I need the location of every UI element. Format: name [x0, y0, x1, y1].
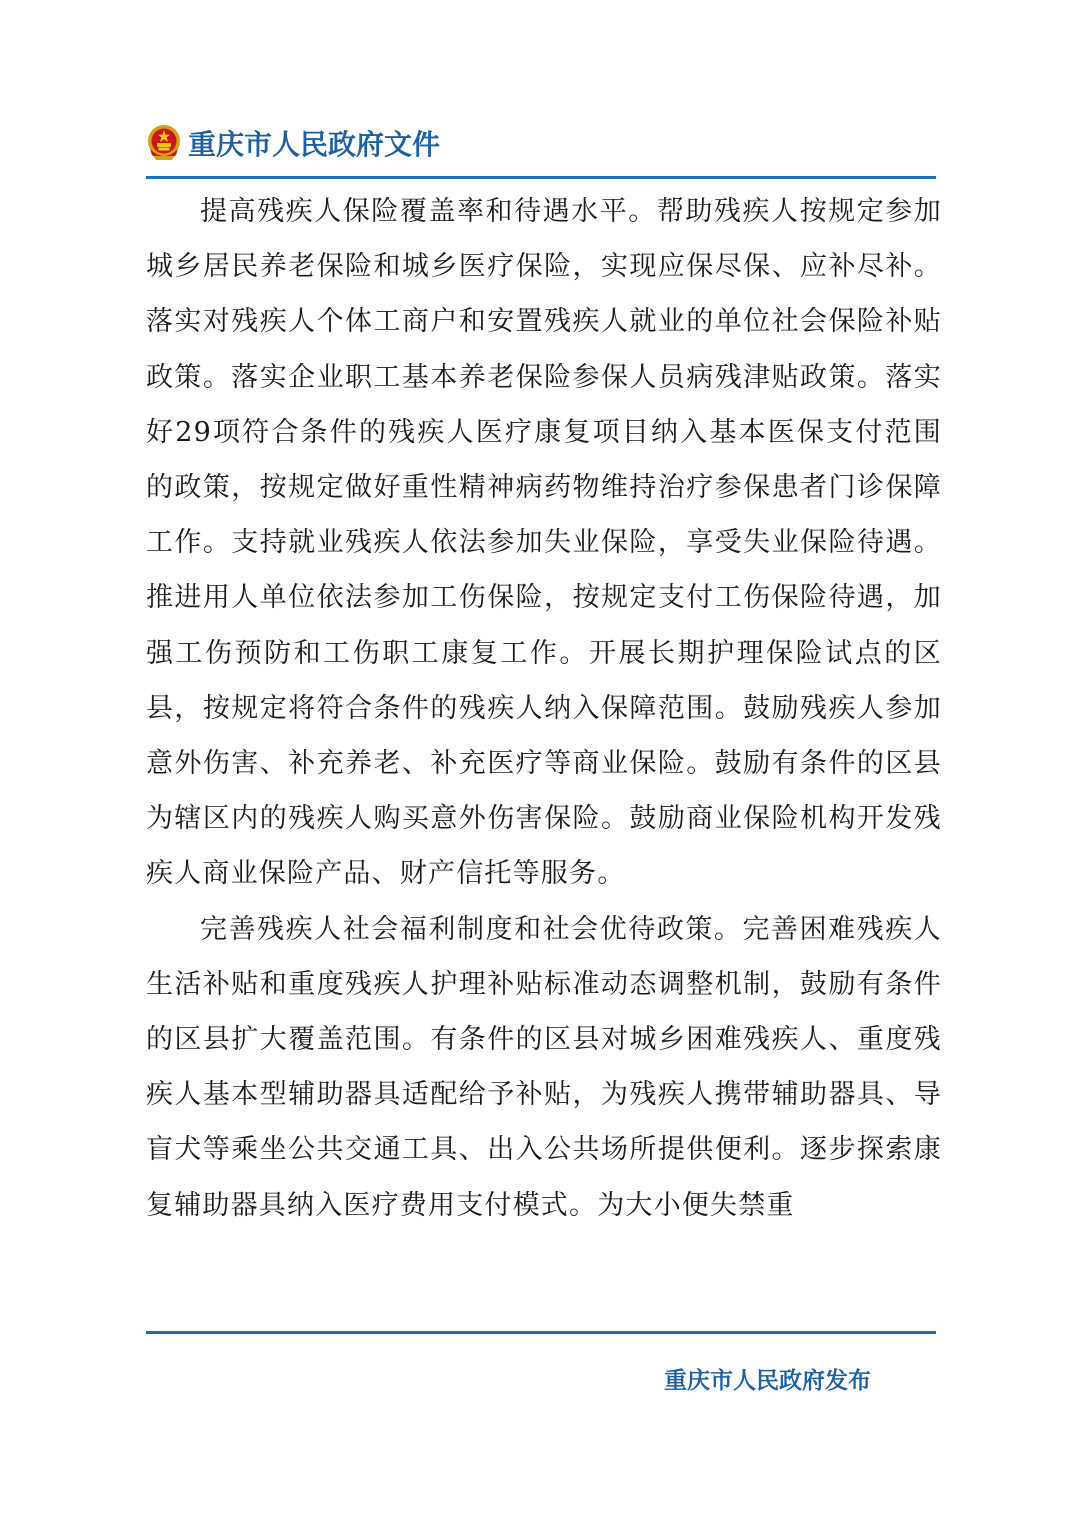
header-title: 重庆市人民政府文件 [188, 128, 441, 161]
paragraph-welfare: 完善残疾人社会福利制度和社会优待政策。完善困难残疾人生活补贴和重度残疾人护理补贴标准动态调整机制，鼓励有条件的区县扩大覆盖范围。有条件的区县对城乡困难残疾人、重度残疾人基本型辅助器具适配给予补贴，为残疾人携带辅助器具、导盲犬等乘坐公共交通工具、出入公共场所提供便利。逐步探索康复辅助器具纳入医疗费用支付模式。为大小便失禁重 [146, 913, 942, 1221]
header-divider [146, 176, 936, 179]
paragraph-insurance: 提高残疾人保险覆盖率和待遇水平。帮助残疾人按规定参加城乡居民养老保险和城乡医疗保险，实现应保尽保、应补尽补。落实对残疾人个体工商户和安置残疾人就业的单位社会保险补贴政策。落实企业职工基本养老保险参保人员病残津贴政策。落实好29项符合条件的残疾人医疗康复项目纳入基本医保支付范围的政策，按规定做好重性精神病药物维持治疗参保患者门诊保障工作。支持就业残疾人依法参加失业保险，享受失业保险待遇。推进用人单位依法参加工伤保险，按规定支付工伤保险待遇，加强工伤预防和工伤职工康复工作。开展长期护理保险试点的区县，按规定将符合条件的残疾人纳入保障范围。鼓励残疾人参加意外伤害、补充养老、补充医疗等商业保险。鼓励有条件的区县为辖区内的残疾人购买意外伤害保险。鼓励商业保险机构开发残疾人商业保险产品、财产信托等服务。 [146, 196, 942, 890]
national-emblem-icon [146, 123, 182, 163]
footer-publisher: 重庆市人民政府发布 [664, 1368, 871, 1394]
footer-divider [146, 1331, 936, 1334]
document-body [146, 184, 942, 1233]
document-header [146, 118, 440, 168]
